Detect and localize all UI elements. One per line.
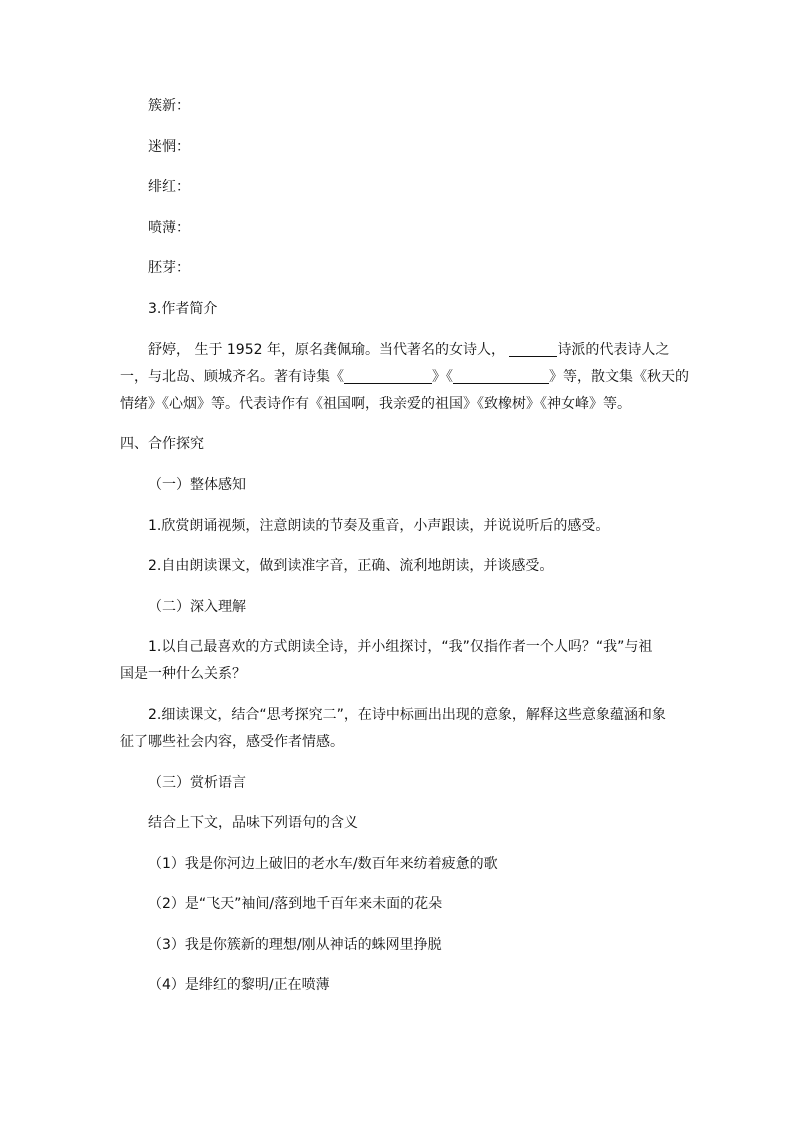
- author-paragraph-line-2: [120, 367, 689, 387]
- author-paragraph-line-1: [148, 340, 669, 360]
- vocab-item-peiya: 胚芽：: [148, 260, 190, 276]
- fill-blank-poetry-collection-1[interactable]: [344, 369, 432, 384]
- author-paragraph-line-3: 情绪》《心烟》等。代表诗作有《祖国啊，我亲爱的祖国》《致橡树》《神女峰》等。: [120, 396, 631, 412]
- question-2-line-1: 2.细读课文，结合“思考探究二”，在诗中标画出出现的意象，解释这些意象蕴涵和象: [148, 707, 666, 723]
- subsection-title: （一）整体感知: [148, 477, 246, 493]
- section-title: 四、合作探究: [120, 436, 204, 452]
- author-text: 一，与北岛、顾城齐名。著有诗集《: [120, 369, 344, 385]
- question-1-line-1: 1.以自己最喜欢的方式朗读全诗，并小组探讨，“我”仅指作者一个人吗？“我”与祖: [148, 639, 653, 655]
- author-text: 》《: [432, 369, 453, 385]
- fill-blank-poetry-collection-2[interactable]: [453, 369, 549, 384]
- fill-blank-poetry-school[interactable]: [509, 342, 557, 357]
- vocab-item-cuxin: 簇新：: [148, 98, 190, 114]
- instruction-text: 结合上下文，品味下列语句的含义: [148, 815, 358, 831]
- question-1-line-2: 国是一种什么关系？: [120, 666, 246, 682]
- list-item: （2）是“飞天”袖间/落到地千百年来未面的花朵: [148, 896, 443, 912]
- subsection-title: （三）赏析语言: [148, 775, 246, 791]
- author-heading: 3.作者简介: [148, 301, 218, 317]
- vocab-item-feihong: 绯红：: [148, 179, 190, 195]
- author-text: 》等，散文集《秋天的: [549, 369, 689, 385]
- subsection-title: （二）深入理解: [148, 599, 246, 615]
- list-item: 1.欣赏朗诵视频，注意朗读的节奏及重音，小声跟读，并说说听后的感受。: [148, 518, 610, 534]
- vocab-item-penbo: 喷薄：: [148, 220, 190, 236]
- vocab-item-miwang: 迷惘：: [148, 139, 190, 155]
- list-item: （3）我是你簇新的理想/刚从神话的蛛网里挣脱: [148, 937, 442, 953]
- question-2-line-2: 征了哪些社会内容，感受作者情感。: [120, 734, 344, 750]
- list-item: 2.自由朗读课文，做到读准字音，正确、流利地朗读，并谈感受。: [148, 558, 554, 574]
- author-text: 舒婷， 生于 1952 年，原名龚佩瑜。当代著名的女诗人，: [148, 342, 505, 358]
- author-text: 诗派的代表诗人之: [557, 342, 670, 358]
- list-item: （4）是绯红的黎明/正在喷薄: [148, 977, 330, 993]
- list-item: （1）我是你河边上破旧的老水车/数百年来纺着疲惫的歌: [148, 856, 498, 872]
